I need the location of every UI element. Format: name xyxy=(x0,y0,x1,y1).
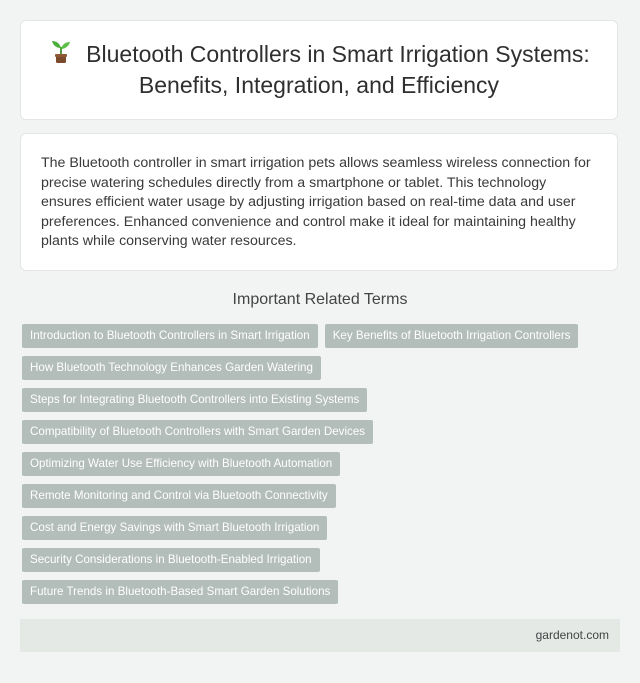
tag-row xyxy=(22,452,622,484)
tag-row xyxy=(22,420,622,452)
description-text: The Bluetooth controller in smart irrigation pets allows seamless wireless connection for precise watering schedules directly from a smartphone or tablet. This technology ensures efficient water usage by adjusting irrigation based on real-time data and user preferences. Enhanced convenience and control make it ideal for maintaining healthy plants while conserving water resources. xyxy=(41,155,591,249)
tag-row xyxy=(22,548,622,580)
page-title xyxy=(21,39,617,101)
tag-row xyxy=(22,356,622,388)
tag-row xyxy=(22,484,622,516)
tag-row xyxy=(22,580,622,612)
related-term-tag[interactable]: Remote Monitoring and Control via Bluetooth Connectivity xyxy=(22,484,336,508)
related-terms-list xyxy=(22,324,622,612)
related-term-tag[interactable]: Compatibility of Bluetooth Controllers with Smart Garden Devices xyxy=(22,420,373,444)
related-term-tag[interactable]: Key Benefits of Bluetooth Irrigation Controllers xyxy=(325,324,579,348)
tag-row xyxy=(22,516,622,548)
related-term-tag[interactable]: Optimizing Water Use Efficiency with Bluetooth Automation xyxy=(22,452,340,476)
related-term-tag[interactable]: Steps for Integrating Bluetooth Controllers into Existing Systems xyxy=(22,388,367,412)
tag-row xyxy=(22,324,622,356)
related-term-tag[interactable]: Introduction to Bluetooth Controllers in Smart Irrigation xyxy=(22,324,318,348)
footer-site-link[interactable]: gardenot.com xyxy=(535,628,609,642)
seedling-icon xyxy=(48,40,74,64)
tag-row xyxy=(22,388,622,420)
page-title-text: Bluetooth Controllers in Smart Irrigation Systems: Benefits, Integration, and Efficiency xyxy=(86,41,590,98)
title-card xyxy=(20,20,618,120)
related-term-tag[interactable]: Security Considerations in Bluetooth-Enabled Irrigation xyxy=(22,548,320,572)
related-terms-heading: Important Related Terms xyxy=(232,291,408,308)
footer xyxy=(20,619,620,652)
related-term-tag[interactable]: How Bluetooth Technology Enhances Garden Watering xyxy=(22,356,321,380)
related-term-tag[interactable]: Future Trends in Bluetooth-Based Smart Garden Solutions xyxy=(22,580,338,604)
related-term-tag[interactable]: Cost and Energy Savings with Smart Bluetooth Irrigation xyxy=(22,516,327,540)
description-card xyxy=(20,133,618,271)
